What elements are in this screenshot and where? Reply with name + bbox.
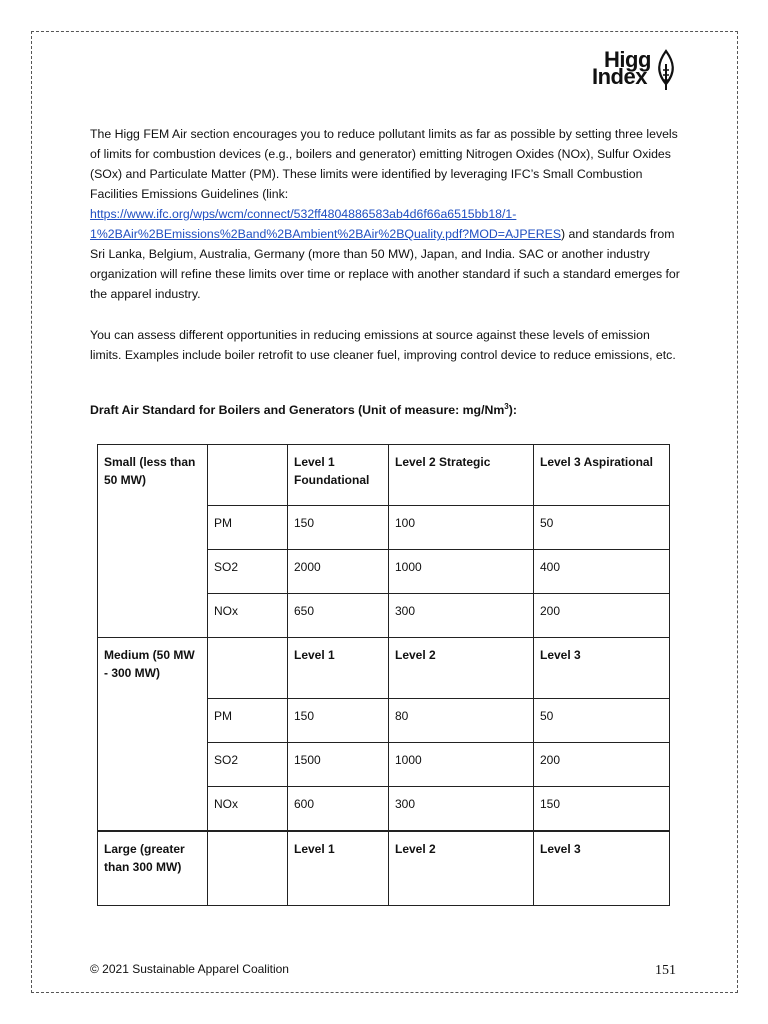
category-cell: Small (less than 50 MW) (98, 445, 208, 638)
table-heading-superscript: 3 (504, 402, 509, 411)
value-cell: 1500 (288, 743, 389, 787)
value-cell: 1000 (389, 550, 534, 594)
assessment-paragraph: You can assess different opportunities in reducing emissions at source against these levels of emission limits. Examples include boiler retrofit to use cleaner fuel, improving control device to reduce emissions, etc. (90, 328, 676, 362)
level-header-cell: Level 3 (534, 638, 670, 699)
table-heading-text: Draft Air Standard for Boilers and Generators (Unit of measure: mg/Nm (90, 403, 505, 418)
table-row (98, 638, 670, 699)
value-cell: 2000 (288, 550, 389, 594)
value-cell: 80 (389, 699, 534, 743)
logo-word-higg: Higg (604, 47, 651, 72)
higg-index-logo (590, 48, 690, 92)
category-cell: Large (greater than 300 MW) (98, 831, 208, 906)
empty-cell (208, 638, 288, 699)
leaf-icon (655, 48, 677, 92)
empty-cell (208, 831, 288, 906)
pollutant-cell: SO2 (208, 743, 288, 787)
level-header-cell: Level 1 (288, 831, 389, 906)
value-cell: 650 (288, 594, 389, 638)
level-header-cell: Level 3 Aspirational (534, 445, 670, 506)
value-cell: 100 (389, 506, 534, 550)
pollutant-cell: SO2 (208, 550, 288, 594)
value-cell: 200 (534, 743, 670, 787)
intro-text-end: ) and standards from Sri Lanka, Belgium, Australia, Germany (more than 50 MW), Japan, and India. SAC or another industry organization will refine these limits over time or replace with another standard if such a standard emerges for the apparel industry. (90, 227, 680, 301)
intro-paragraph (90, 124, 680, 304)
table-row (98, 831, 670, 906)
value-cell: 300 (389, 787, 534, 832)
footer-copyright: © 2021 Sustainable Apparel Coalition (90, 962, 289, 976)
intro-text-start: The Higg FEM Air section encourages you to reduce pollutant limits as far as possible by setting three levels of limits for combustion devices (e.g., boilers and generator) emitting Nitrogen Oxides (NOx), Sulfur Oxides (SOx) and Particulate Matter (PM). These limits were identified by leveraging IFC’s Small Combustion Facilities Emissions Guidelines (link: (90, 127, 678, 201)
value-cell: 1000 (389, 743, 534, 787)
value-cell: 600 (288, 787, 389, 832)
category-cell: Medium (50 MW - 300 MW) (98, 638, 208, 832)
table-row (98, 445, 670, 506)
value-cell: 50 (534, 506, 670, 550)
level-header-cell: Level 3 (534, 831, 670, 906)
level-header-cell: Level 1 (288, 638, 389, 699)
table-heading-suffix: ): (508, 403, 517, 418)
empty-cell (208, 445, 288, 506)
pollutant-cell: PM (208, 699, 288, 743)
pollutant-cell: NOx (208, 787, 288, 832)
page-number: 151 (655, 963, 676, 978)
pollutant-cell: PM (208, 506, 288, 550)
value-cell: 150 (288, 699, 389, 743)
table-heading (90, 402, 517, 417)
ifc-guidelines-link[interactable]: https://www.ifc.org/wps/wcm/connect/532ff4804886583ab4d6f66a6515bb18/1-1%2BAir%2BEmissions%2Band%2BAmbient%2BAir%2BQuality.pdf?MOD=AJPERES (90, 207, 562, 241)
value-cell: 150 (288, 506, 389, 550)
level-header-cell: Level 2 (389, 638, 534, 699)
value-cell: 300 (389, 594, 534, 638)
level-header-cell: Level 2 (389, 831, 534, 906)
value-cell: 200 (534, 594, 670, 638)
level-header-cell: Level 1 Foundational (288, 445, 389, 506)
value-cell: 150 (534, 787, 670, 832)
pollutant-cell: NOx (208, 594, 288, 638)
air-standard-table (97, 444, 670, 906)
value-cell: 50 (534, 699, 670, 743)
value-cell: 400 (534, 550, 670, 594)
level-header-cell: Level 2 Strategic (389, 445, 534, 506)
logo-word-index: Index (592, 64, 647, 89)
